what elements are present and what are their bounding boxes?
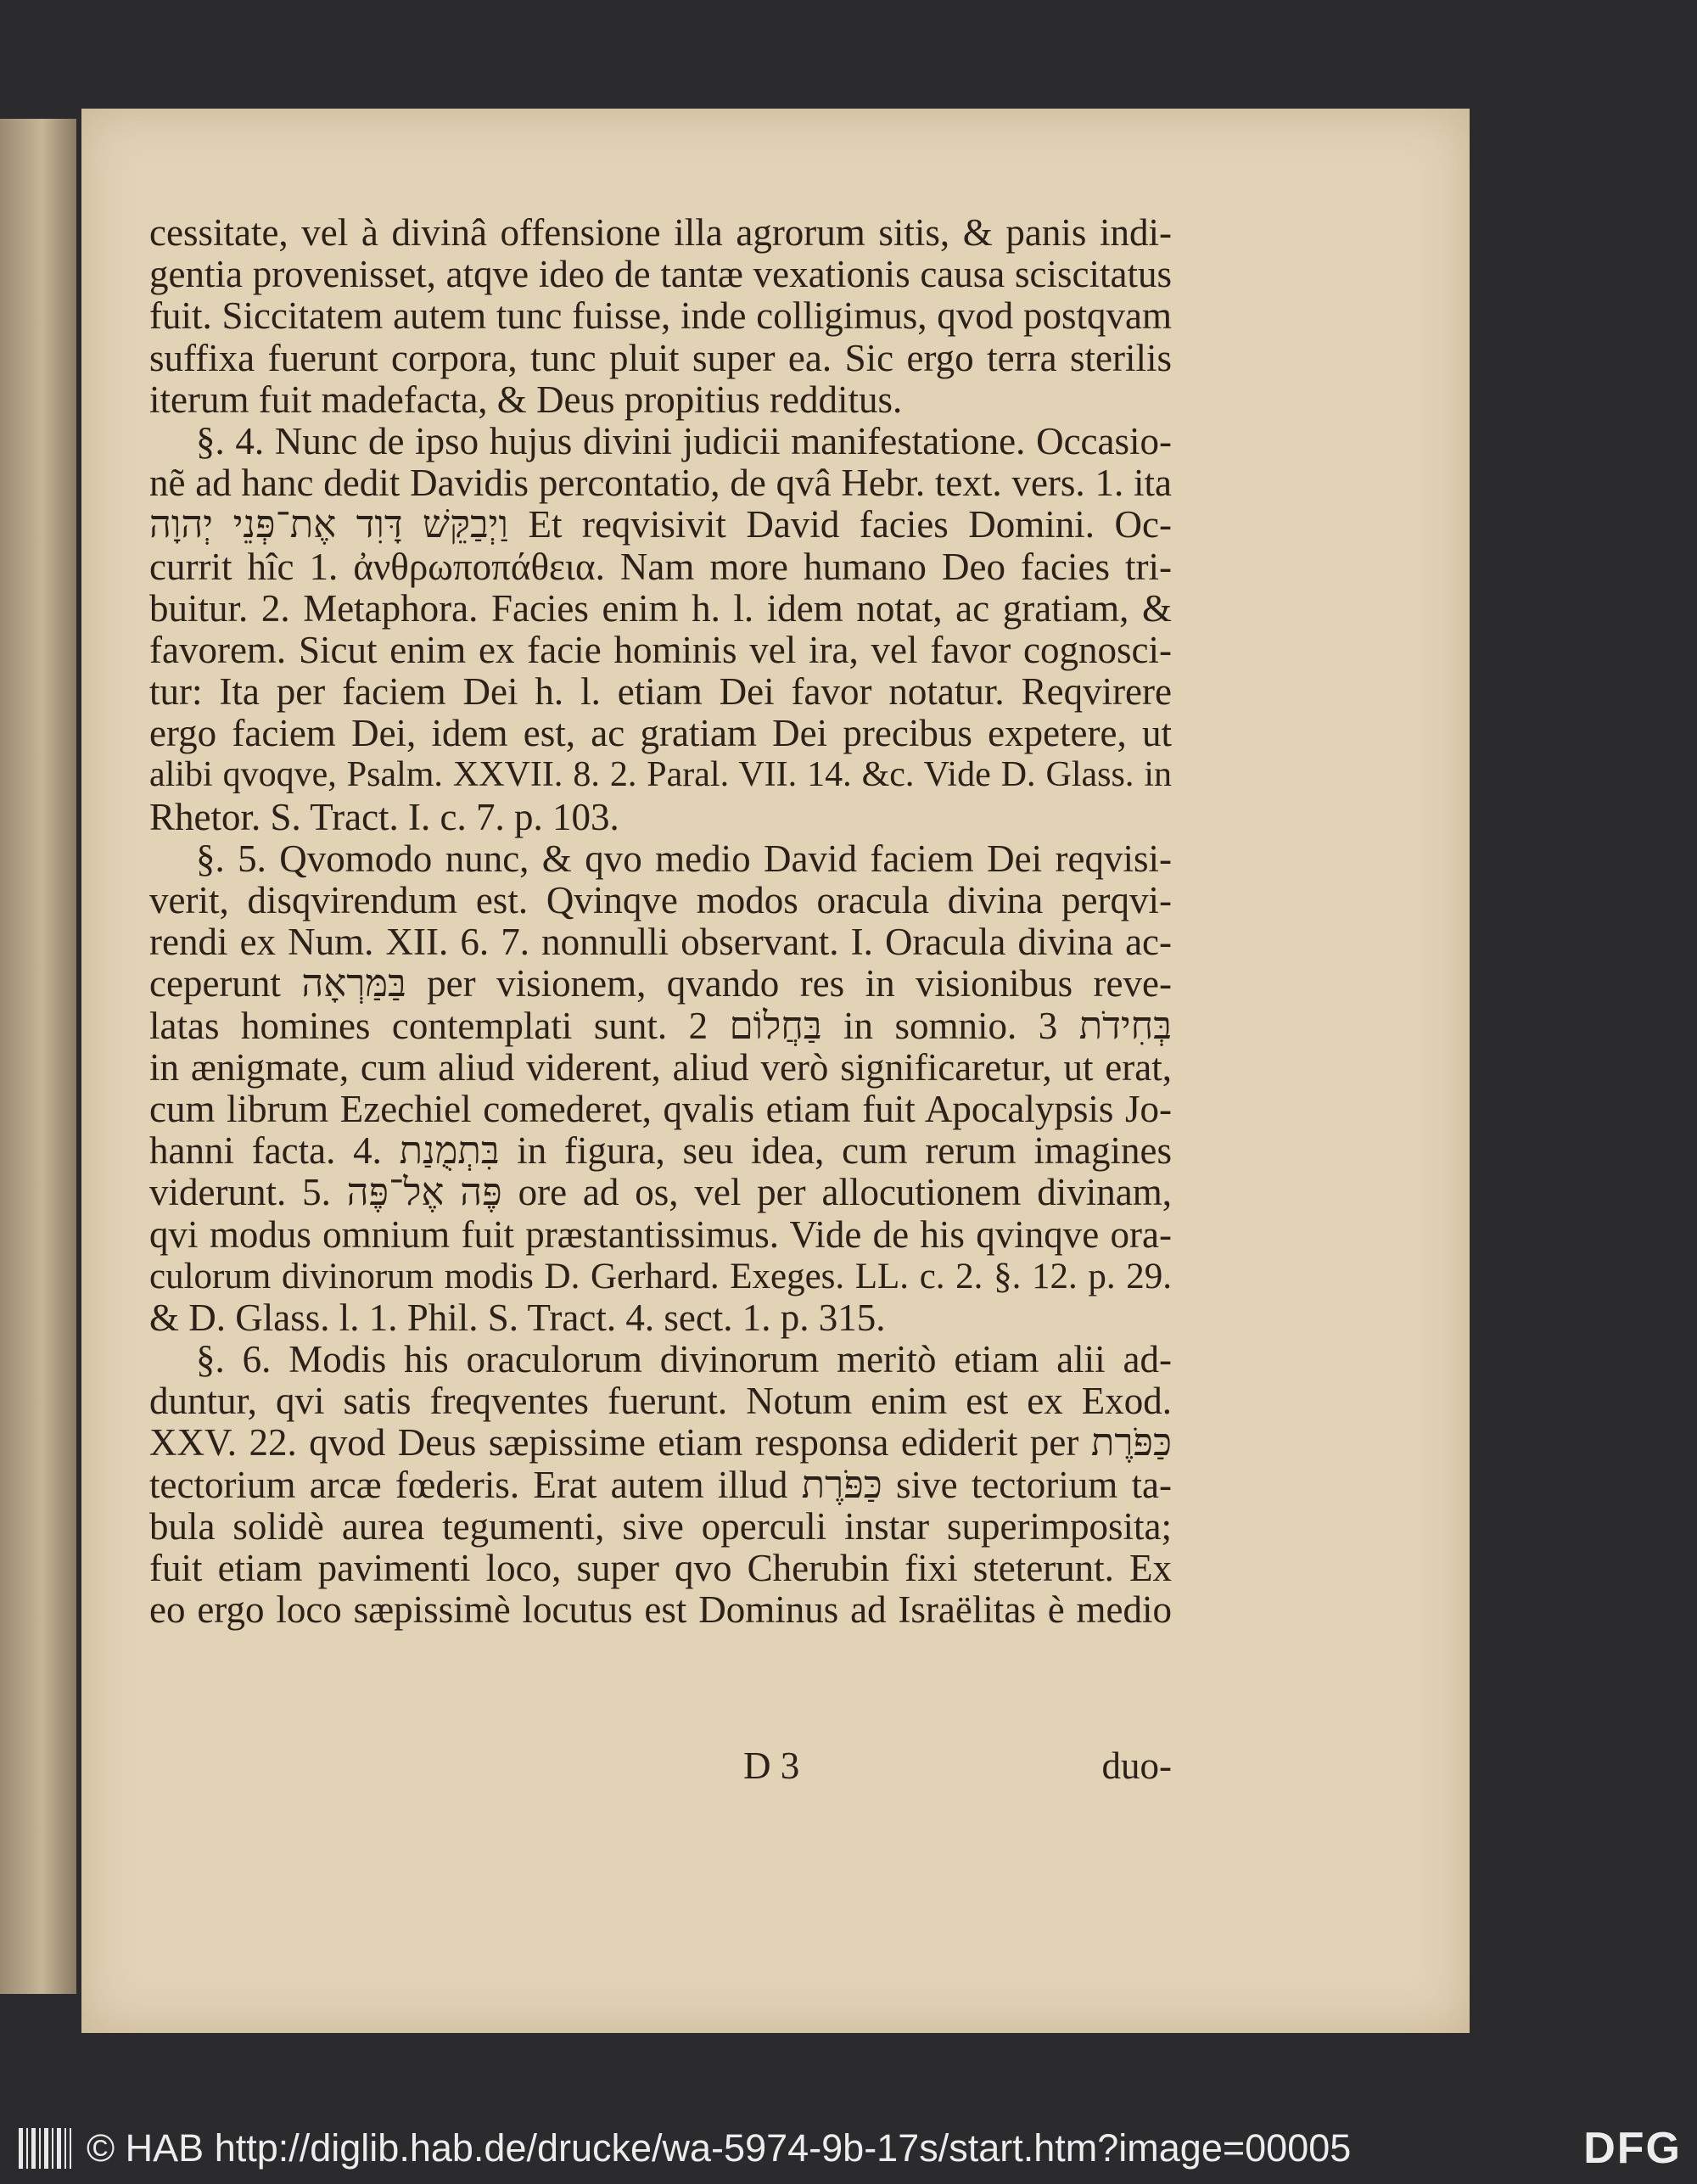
page-footer	[149, 1744, 1172, 1786]
text-line: in ænigmate, cum aliud viderent, aliud verò significaretur, ut erat,	[149, 1045, 1172, 1089]
paragraph-5-start: §. 5. Qvomodo nunc, & qvo medio David faciem Dei reqvisi-	[196, 837, 1172, 880]
text-line: bula solidè aurea tegumenti, sive operculi instar superimposita;	[149, 1504, 1172, 1548]
adjacent-page-edge	[0, 119, 76, 1994]
text-line: iterum fuit madefacta, & Deus propitius redditus.	[149, 378, 903, 421]
text-line-hebrew: tectorium arcæ fœderis. Erat autem illud כַּפֹּרֶת sive tectorium ta-	[149, 1463, 1172, 1506]
text-line: buitur. 2. Metaphora. Facies enim h. l. idem notat, ac gratiam, &	[149, 586, 1172, 630]
dfg-logo: DFG	[1583, 2124, 1682, 2173]
text-line: gentia provenisset, atqve ideo de tantæ vexationis causa sciscitatus	[149, 253, 1172, 296]
text-line: alibi qvoqve, Psalm. XXVII. 8. 2. Paral. VII. 14. &c. Vide D. Glass. in	[149, 755, 1172, 795]
text-line-hebrew: hanni facta. 4. בִּתְמֻנַת in figura, seu idea, cum rerum imagines	[149, 1129, 1172, 1173]
text-line-hebrew: וַיְבַקֵּשׁ דָּוִד אֶת־פְּנֵי יְהוָה Et reqvisivit David facies Domini. Oc-	[149, 503, 1172, 546]
text-line-hebrew: XXV. 22. qvod Deus sæpissime etiam responsa ediderit per כַּפֹּרֶת	[149, 1421, 1172, 1464]
source-credit-link[interactable]: © HAB http://diglib.hab.de/drucke/wa-5974-9b-17s/start.htm?image=00005	[87, 2126, 1352, 2170]
paragraph-4-start: §. 4. Nunc de ipso hujus divini judicii manifestatione. Occasio-	[196, 419, 1172, 462]
text-line-hebrew: viderunt. 5. פֶּה אֶל־פֶּה ore ad os, vel per allocutionem divinam,	[149, 1171, 1172, 1214]
text-line: verit, disqvirendum est. Qvinqve modos oracula divina perqvi-	[149, 879, 1172, 921]
text-line: duntur, qvi satis freqventes fuerunt. Notum enim est ex Exod.	[149, 1380, 1172, 1423]
text-line: currit hîc 1. ἀνθρωποπάθεια. Nam more humano Deo facies tri-	[149, 545, 1172, 588]
text-line-hebrew: ceperunt בַּמַּרְאָה per visionem, qvando res in visionibus reve-	[149, 962, 1172, 1005]
text-line: cessitate, vel à divinâ offensione illa agrorum sitis, & panis indi-	[149, 211, 1172, 254]
text-line: culorum divinorum modis D. Gerhard. Exeges. LL. c. 2. §. 12. p. 29.	[149, 1256, 1172, 1296]
catchword: duo-	[1101, 1744, 1172, 1787]
text-line: Rhetor. S. Tract. I. c. 7. p. 103.	[149, 795, 619, 838]
text-line: tur: Ita per faciem Dei h. l. etiam Dei favor notatur. Reqvirere	[149, 670, 1172, 714]
text-line: fuit etiam pavimenti loco, super qvo Cherubin fixi steterunt. Ex	[149, 1547, 1172, 1589]
text-line: suffixa fuerunt corpora, tunc pluit super ea. Sic ergo terra sterilis	[149, 336, 1172, 379]
viewer-credit-bar	[0, 2113, 1697, 2184]
barcode-icon	[19, 2128, 71, 2169]
text-line: cum librum Ezechiel comederet, qvalis etiam fuit Apocalypsis Jo-	[149, 1087, 1172, 1130]
text-line-hebrew: latas homines contemplati sunt. 2 בַּחֲלוֹם in somnio. 3 בְּחִידֹת	[149, 1004, 1172, 1047]
page-body-text	[149, 212, 1172, 1631]
signature-mark: D 3	[743, 1744, 800, 1787]
text-line: favorem. Sicut enim ex facie hominis vel ira, vel favor cognosci-	[149, 628, 1172, 671]
text-line: fuit. Siccitatem autem tunc fuisse, inde colligimus, qvod postqvam	[149, 294, 1172, 338]
text-line: qvi modus omnium fuit præstantissimus. Vide de his qvinqve ora-	[149, 1212, 1172, 1256]
text-line: rendi ex Num. XII. 6. 7. nonnulli observant. I. Oracula divina ac-	[149, 921, 1172, 964]
text-line: eo ergo loco sæpissimè locutus est Dominus ad Israëlitas è medio	[149, 1588, 1172, 1632]
paragraph-6-start: §. 6. Modis his oraculorum divinorum meritò etiam alii ad-	[196, 1338, 1172, 1381]
text-line: & D. Glass. l. 1. Phil. S. Tract. 4. sect. 1. p. 315.	[149, 1296, 886, 1339]
text-line: ergo faciem Dei, idem est, ac gratiam Dei precibus expetere, ut	[149, 712, 1172, 755]
text-line: nẽ ad hanc dedit Davidis percontatio, de qvâ Hebr. text. vers. 1. ita	[149, 462, 1172, 505]
